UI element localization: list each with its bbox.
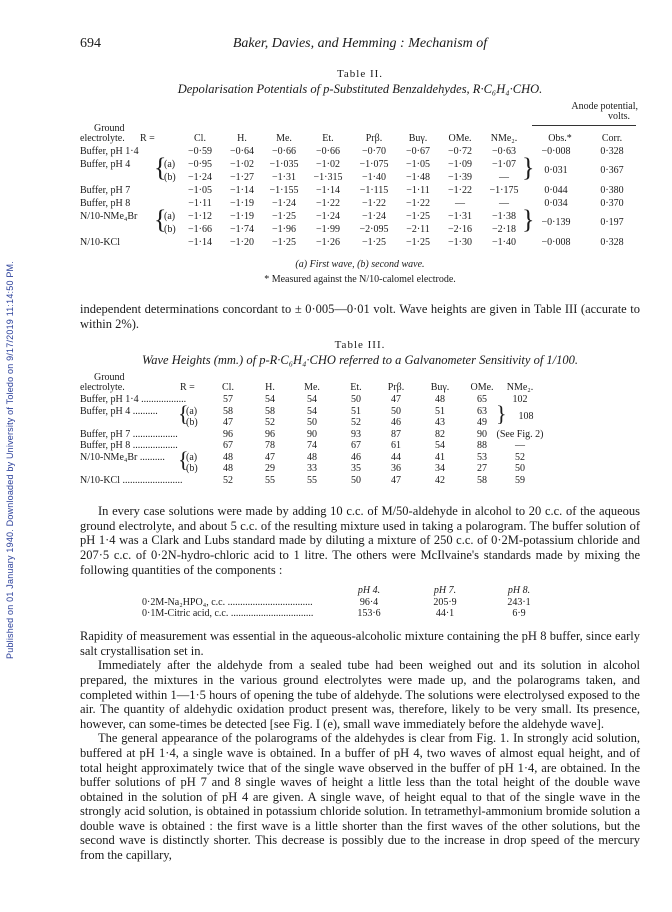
paragraph-rapidity: Rapidity of measurement was essential in the aqueous-alcoholic mixture containing the pH 8 buffer, since early salt crystallisation set in. <box>80 629 640 658</box>
anode-subheader: volts. <box>608 111 630 122</box>
paragraph-polarograms: The general appearance of the polarograms of the aldehydes is clear from Fig. 1. In strongly acid solution, buffered at pH 1·4, a single wave is obtained. In a buffer of pH 4, two waves of almost equal height, and of total height approximately twice that of the single wave observed in the buffer of pH 1·4, are obtained. In the buffer solutions of pH 7 and 8 single waves of height a little less than the total height of the double wave obtained in the solution of pH 4 are given. A single wave, of height equal to that of the single wave in the strongly acid solution, is obtained in potassium chloride solution. In tetramethyl-ammonium bromide solution a double wave is obtained : the first wave is a little shorter than the first waves of the other solutions, but the second wave is distinctly shorter. This decrease is possibly due to the increase in drop speed of the mercury from the capillary, <box>80 731 640 863</box>
row-sublabel: (b) <box>164 172 176 183</box>
row-sublabel: (b) <box>186 463 198 475</box>
value-cell: 52 <box>265 417 275 429</box>
value-cell: (See Fig. 2) <box>496 428 544 440</box>
row-label: Buffer, pH 4 <box>80 159 131 170</box>
r-equals: R = <box>180 382 195 394</box>
row-sublabel: (a) <box>186 405 198 417</box>
value-cell: −0·66 <box>272 146 296 157</box>
value-cell: −1·26 <box>316 237 340 248</box>
value-cell: 54 <box>265 394 275 406</box>
value-cell: 78 <box>265 440 275 452</box>
page-number: 694 <box>80 36 101 51</box>
value-cell: −1·24 <box>272 198 296 209</box>
column-header: Et. <box>322 133 334 144</box>
value-cell: −1·96 <box>272 224 296 235</box>
value-cell: 50 <box>515 463 525 475</box>
anode-header: Anode potential, <box>571 101 638 112</box>
column-header: NMe₂. <box>490 133 518 144</box>
value-cell: 50 <box>351 394 361 406</box>
value-cell: 52 <box>223 474 233 486</box>
value-cell: −2·11 <box>406 224 430 235</box>
corr-header: Corr. <box>601 133 623 144</box>
value-cell: 33 <box>307 463 317 475</box>
value-cell: 55 <box>307 474 317 486</box>
value-brace: } <box>522 205 535 234</box>
value-cell: −1·66 <box>188 224 212 235</box>
value-cell: −1·07 <box>492 159 516 170</box>
table2 <box>80 101 640 259</box>
value-cell: 96 <box>265 428 275 440</box>
value-cell: 65 <box>477 394 487 406</box>
value-cell: −1·22 <box>406 198 430 209</box>
value-cell: 47 <box>391 394 401 406</box>
table2-caption: Depolarisation Potentials of p-Substituted Benzaldehydes, R·C₆H₄·CHO. <box>177 82 543 96</box>
value-cell: −1·30 <box>448 237 472 248</box>
value-cell: −1·12 <box>188 211 212 222</box>
buffer-column-header: pH 7. <box>433 585 457 597</box>
buffer-value: 96·4 <box>359 597 379 609</box>
value-cell: 50 <box>391 405 401 417</box>
corr-value: 0·197 <box>600 217 624 228</box>
value-cell: −1·25 <box>406 211 430 222</box>
buffer-value: 205·9 <box>433 597 457 609</box>
value-cell: −1·175 <box>489 185 519 196</box>
value-cell: 52 <box>515 451 525 463</box>
value-cell: −1·31 <box>272 172 296 183</box>
value-cell: −1·11 <box>406 185 430 196</box>
value-cell: 82 <box>435 428 445 440</box>
row-label: Buffer, pH 7 <box>80 185 131 196</box>
buffer-column-header: pH 4. <box>357 585 381 597</box>
value-cell: −2·16 <box>448 224 472 235</box>
value-cell: −1·40 <box>492 237 516 248</box>
row-sublabel: (b) <box>186 417 198 429</box>
value-cell: 61 <box>391 440 401 452</box>
column-header: Prβ. <box>365 133 383 144</box>
value-cell: −0·64 <box>230 146 254 157</box>
value-cell: −1·115 <box>359 185 389 196</box>
column-header: Buγ. <box>430 382 450 394</box>
value-cell: −1·48 <box>406 172 430 183</box>
row-label: N/10-NMe₄Br .......... <box>80 451 165 463</box>
value-cell: 53 <box>477 451 487 463</box>
obs-value: −0·008 <box>541 146 571 157</box>
value-cell: −1·14 <box>188 237 212 248</box>
value-cell: 41 <box>435 451 445 463</box>
value-cell: — <box>455 198 465 209</box>
value-cell: 90 <box>307 428 317 440</box>
table3-caption: Wave Heights (mm.) of p-R·C₆H₄·CHO referred to a Galvanometer Sensitivity of 1/100. <box>141 353 579 368</box>
value-cell: 35 <box>351 463 361 475</box>
value-cell: −1·74 <box>230 224 254 235</box>
buffer-value: 44·1 <box>435 608 455 620</box>
row-label: N/10-NMe₄Br <box>80 211 138 222</box>
row-sublabel: (b) <box>164 224 176 235</box>
value-cell: 46 <box>391 417 401 429</box>
value-cell: −1·20 <box>230 237 254 248</box>
value-cell: 54 <box>307 394 317 406</box>
value-cell: 44 <box>391 451 401 463</box>
value-cell: −1·39 <box>448 172 472 183</box>
anode-rule <box>532 125 636 126</box>
running-head <box>80 36 640 54</box>
obs-header: Obs.* <box>548 133 572 144</box>
value-cell: 48 <box>435 394 445 406</box>
value-cell: −1·09 <box>448 159 472 170</box>
value-cell: −0·95 <box>188 159 212 170</box>
value-cell: 58 <box>477 474 487 486</box>
table2-label: Table II. <box>336 68 384 80</box>
column-header: Me. <box>304 382 320 394</box>
value-cell: −1·99 <box>316 224 340 235</box>
buffer-value: 243·1 <box>507 597 531 609</box>
value-cell: 74 <box>307 440 317 452</box>
value-cell: 48 <box>307 451 317 463</box>
value-cell: — <box>499 172 509 183</box>
column-header: OMe. <box>470 382 494 394</box>
value-cell: −1·14 <box>316 185 340 196</box>
value-cell: −1·25 <box>272 237 296 248</box>
value-cell: 90 <box>477 428 487 440</box>
column-header: Et. <box>350 382 362 394</box>
value-cell: 58 <box>223 405 233 417</box>
value-cell: −1·25 <box>406 237 430 248</box>
row-label: Buffer, pH 7 .................. <box>80 428 178 440</box>
value-cell: −1·315 <box>313 172 343 183</box>
value-cell: −1·38 <box>492 211 516 222</box>
row-label: N/10-KCl ........................ <box>80 474 183 486</box>
value-cell: 47 <box>265 451 275 463</box>
value-cell: −0·72 <box>448 146 472 157</box>
column-header: Buγ. <box>408 133 428 144</box>
value-cell: 43 <box>435 417 445 429</box>
value-cell: 67 <box>351 440 361 452</box>
value-cell: 47 <box>223 417 233 429</box>
table2-note-waves: (a) First wave, (b) second wave. <box>295 259 425 270</box>
value-cell: −1·25 <box>362 237 386 248</box>
value-cell: 59 <box>515 474 525 486</box>
column-header: H. <box>237 133 247 144</box>
table3 <box>80 372 640 488</box>
value-cell: −0·63 <box>492 146 516 157</box>
column-header: H. <box>265 382 275 394</box>
value-cell: 48 <box>223 451 233 463</box>
value-cell: −1·11 <box>188 198 212 209</box>
running-title: Baker, Davies, and Hemming : Mechanism of <box>232 36 488 51</box>
value-cell: −1·24 <box>316 211 340 222</box>
value-cell: −0·59 <box>188 146 212 157</box>
value-cell: 50 <box>307 417 317 429</box>
row-sublabel: (a) <box>164 159 176 170</box>
obs-value: 0·034 <box>544 198 568 209</box>
column-header: Prβ. <box>387 382 405 394</box>
value-cell: — <box>515 440 525 452</box>
ground-header: Ground <box>94 372 125 384</box>
value-cell: 52 <box>351 417 361 429</box>
value-cell: 63 <box>477 405 487 417</box>
value-cell: 96 <box>223 428 233 440</box>
value-cell: −1·22 <box>362 198 386 209</box>
row-sublabel: (a) <box>186 451 198 463</box>
value-cell: 55 <box>265 474 275 486</box>
row-brace: { <box>178 446 189 472</box>
value-cell: −1·14 <box>230 185 254 196</box>
paragraph-solutions: In every case solutions were made by adding 10 c.c. of M/50-aldehyde in alcohol to 20 c.c. of the aqueous ground electrolyte, and about 5 c.c. of the resulting mixture used in taking a polarogram. The buffer solution of pH 1·4 was a Clark and Lubs standard made by diluting a mixture of 250 c.c. of 0·2M-potassium chloride and 207·5 c.c. of 0·2N-hydro-chloric acid to 1 litre. The others were McIlvaine's standards made by mixing the following quantities of the components : <box>80 504 640 577</box>
buffer-column-header: pH 8. <box>507 585 531 597</box>
obs-value: −0·139 <box>541 217 571 228</box>
column-header: Me. <box>276 133 292 144</box>
value-cell: −1·31 <box>448 211 472 222</box>
corr-value: 0·328 <box>600 146 624 157</box>
buffer-composition-table <box>80 585 640 621</box>
value-cell: 67 <box>223 440 233 452</box>
value-cell: −2·095 <box>359 224 389 235</box>
ground-header: Ground <box>94 123 125 134</box>
value-cell: −1·05 <box>188 185 212 196</box>
value-cell: 34 <box>435 463 445 475</box>
value-cell: −1·25 <box>272 211 296 222</box>
electrolyte-header: electrolyte. <box>80 133 125 144</box>
paragraph-concordance: independent determinations concordant to ± 0·005—0·01 volt. Wave heights are given in Table III (accurate to within 2%). <box>80 302 640 331</box>
column-header: Cl. <box>194 133 206 144</box>
value-cell: −1·24 <box>362 211 386 222</box>
value-cell: 27 <box>477 463 487 475</box>
value-cell: −0·70 <box>362 146 386 157</box>
value-cell: −0·66 <box>316 146 340 157</box>
value-cell: — <box>499 198 509 209</box>
row-brace: { <box>154 205 167 234</box>
buffer-value: 153·6 <box>357 608 381 620</box>
paragraph-procedure: Immediately after the aldehyde from a sealed tube had been weighed out and its solution in alcohol prepared, the mixtures in the various ground electrolytes were made up, and the polarograms taken, and completed within 1—1·5 hours of opening the tube of aldehyde. The solutions were electrolysed exposed to the air. The quantity of aldehydic oxidation product present was, therefore, likely to be very small. Its presence, however, can some-times be detected [see Fig. I (e), small wave immediately before the aldehyde wave]. <box>80 658 640 731</box>
row-label: Buffer, pH 8 <box>80 198 131 209</box>
value-cell: 102 <box>512 394 528 406</box>
value-brace: } <box>496 400 507 426</box>
row-brace: { <box>154 153 167 182</box>
value-cell: 29 <box>265 463 275 475</box>
buffer-row-label: 0·2M-Na₂HPO₄, c.c. .................................. <box>142 597 313 609</box>
row-label: Buffer, pH 1·4 <box>80 146 139 157</box>
row-label: Buffer, pH 1·4 .................. <box>80 394 187 406</box>
value-cell: 46 <box>351 451 361 463</box>
value-cell: −1·035 <box>269 159 299 170</box>
value-cell: −1·22 <box>448 185 472 196</box>
download-watermark: Published on 01 January 1940. Downloaded by University of Toledo on 9/17/2019 11:14:50 PM. <box>5 261 15 659</box>
row-label: N/10-KCl <box>80 237 120 248</box>
buffer-value: 6·9 <box>512 608 526 620</box>
value-cell: 49 <box>477 417 487 429</box>
value-cell: 54 <box>435 440 445 452</box>
obs-value: 0·031 <box>544 165 568 176</box>
obs-value: −0·008 <box>541 237 571 248</box>
obs-value: 0·044 <box>544 185 568 196</box>
table2-note-electrode: * Measured against the N/10-calomel electrode. <box>264 274 456 285</box>
row-label: Buffer, pH 8 .................. <box>80 440 178 452</box>
value-cell: 48 <box>223 463 233 475</box>
corr-value: 0·328 <box>600 237 624 248</box>
page-content <box>80 36 640 863</box>
value-cell: −1·155 <box>269 185 299 196</box>
column-header: OMe. <box>448 133 472 144</box>
column-header: NMe₂. <box>506 382 534 394</box>
value-cell: −0·67 <box>406 146 430 157</box>
row-brace: { <box>178 400 189 426</box>
buffer-row-label: 0·1M-Citric acid, c.c. ................................. <box>142 608 314 620</box>
value-cell: 57 <box>223 394 233 406</box>
value-cell: 93 <box>351 428 361 440</box>
value-cell: 88 <box>477 440 487 452</box>
value-cell: −1·24 <box>188 172 212 183</box>
value-cell: −1·05 <box>406 159 430 170</box>
value-cell: −1·075 <box>359 159 389 170</box>
corr-value: 0·370 <box>600 198 624 209</box>
value-cell: 42 <box>435 474 445 486</box>
value-brace: } <box>522 153 535 182</box>
value-cell: 51 <box>351 405 361 417</box>
value-cell: −1·22 <box>316 198 340 209</box>
value-cell: 47 <box>391 474 401 486</box>
electrolyte-header: electrolyte. <box>80 382 125 394</box>
value-cell: −1·40 <box>362 172 386 183</box>
value-cell: 50 <box>351 474 361 486</box>
value-cell: −1·27 <box>230 172 254 183</box>
value-cell: 87 <box>391 428 401 440</box>
value-cell: −1·02 <box>316 159 340 170</box>
value-cell: 51 <box>435 405 445 417</box>
value-cell: 54 <box>307 405 317 417</box>
row-sublabel: (a) <box>164 211 176 222</box>
corr-value: 0·367 <box>600 165 624 176</box>
row-label: Buffer, pH 4 .......... <box>80 405 158 417</box>
column-header: Cl. <box>222 382 234 394</box>
value-cell: −1·19 <box>230 198 254 209</box>
merged-value: 108 <box>518 410 534 422</box>
value-cell: 58 <box>265 405 275 417</box>
value-cell: −1·19 <box>230 211 254 222</box>
value-cell: −2·18 <box>492 224 516 235</box>
value-cell: −1·02 <box>230 159 254 170</box>
table3-label: Table III. <box>334 339 386 352</box>
r-equals: R = <box>140 133 155 144</box>
corr-value: 0·380 <box>600 185 624 196</box>
value-cell: 36 <box>391 463 401 475</box>
